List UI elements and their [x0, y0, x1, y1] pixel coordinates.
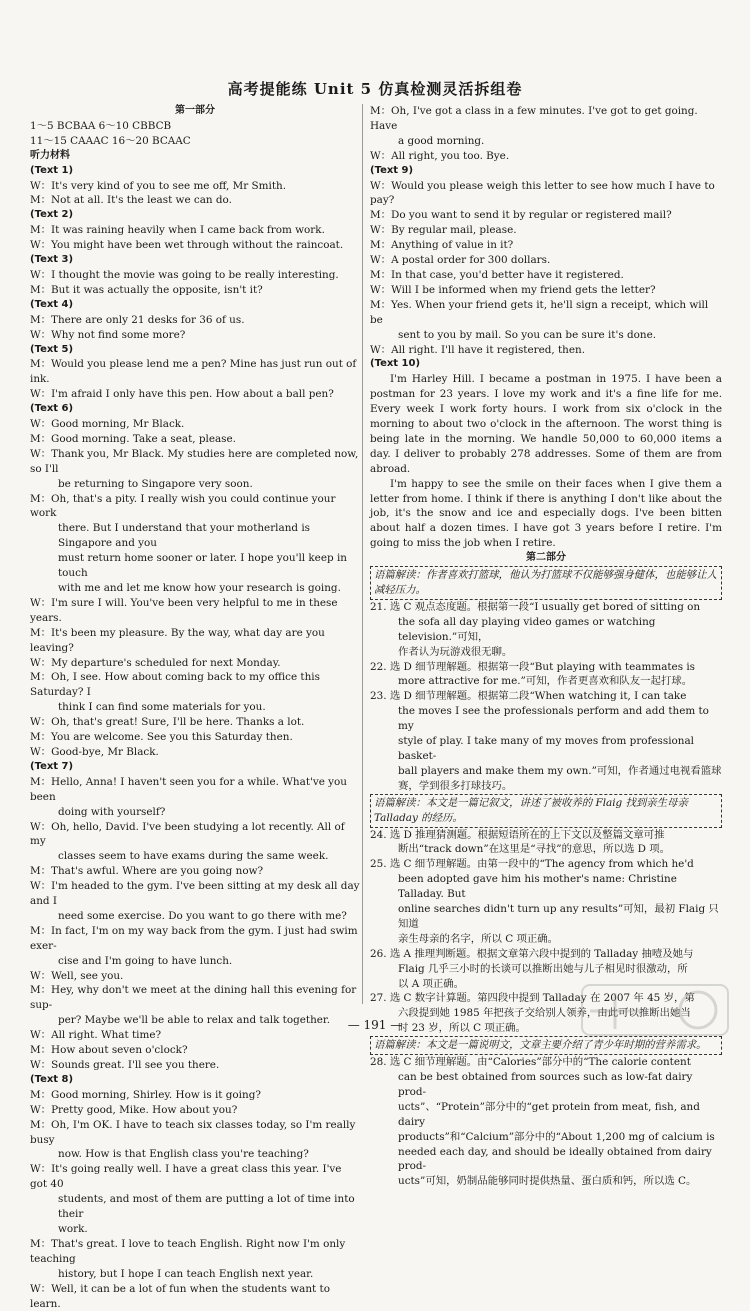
- dialogue-line: M：Oh, I see. How about coming back to my office this Saturday? I: [30, 671, 320, 699]
- text-heading: (Text 1): [30, 164, 74, 176]
- text-heading: (Text 7): [30, 760, 74, 772]
- paragraph: I'm happy to see the smile on their faces when I give them a letter from home. I think if there is anything I don't like about the job, it's the snow and ice and especially dogs. I've been bitten about half a dozen times. I have got 3 years before I retire. I'm going to miss the job when I retire.: [370, 477, 722, 550]
- dialogue-line: W：Oh, hello, David. I've been studying a lot recently. All of my: [30, 820, 345, 848]
- dialogue-line: 27. 选 C 数字计算题。第四段中提到 Talladay 在 2007 年 45 岁，第: [370, 992, 695, 1005]
- dialogue-continuation: a good morning.: [398, 134, 485, 147]
- dialogue-continuation: there. But I understand that your motherland is Singapore and you: [58, 522, 310, 550]
- dialogue-line: 26. 选 A 推理判断题。根据文章第六段中提到的 Talladay 抽噎及她与: [370, 947, 694, 960]
- dialogue-continuation: the moves I see the professionals perform and add them to my: [398, 705, 709, 733]
- left-column: [30, 104, 360, 1311]
- dialogue-continuation: can be best obtained from sources such as low-fat dairy prod-: [398, 1071, 693, 1098]
- dialogue-line: M：Would you please lend me a pen? Mine has just run out of ink.: [30, 358, 357, 386]
- paragraph: I'm Harley Hill. I became a postman in 1975. I have been a postman for 23 years. I love my work and it's a fine life for me. Every week I work forty hours. I work from six o'clock in the morning to about two o'clock in the afternoon. The worst thing is being late in the morning. We handle 50,000 to 60,000 items a day. I deliver to probably 278 addresses. Some of them are from abroad.: [370, 373, 722, 475]
- section-heading: 第一部分: [175, 105, 215, 116]
- dialogue-line: W：My departure's scheduled for next Monday.: [30, 656, 281, 669]
- dialogue-line: M：There are only 21 desks for 36 of us.: [30, 313, 245, 326]
- dialogue-line: M：Anything of value in it?: [370, 239, 514, 252]
- dialogue-line: W：I'm sure I will. You've been very helpful to me in these years.: [30, 596, 338, 624]
- dialogue-line: M：That's great. I love to teach English. Right now I'm only teaching: [30, 1237, 346, 1265]
- text-heading: 听力材料: [30, 149, 70, 161]
- dialogue-line: 22. 选 D 细节理解题。根据第一段“But playing with teammates is: [370, 660, 696, 673]
- text-heading: (Text 2): [30, 209, 74, 221]
- dialogue-line: 24. 选 D 推理猜测题。根据短语所在的上下文以及整篇文章可推: [370, 828, 665, 841]
- dialogue-line: M：Hello, Anna! I haven't seen you for a while. What've you been: [30, 775, 347, 803]
- dialogue-line: W：Good-bye, Mr Black.: [30, 745, 159, 758]
- dialogue-line: W：Will I be informed when my friend gets the letter?: [370, 283, 656, 296]
- dialogue-continuation: doing with yourself?: [58, 805, 166, 818]
- dialogue-line: W：Sounds great. I'll see you there.: [30, 1059, 220, 1071]
- dialogue-continuation: more attractive for me.”可知，作者更喜欢和队友一起打球。: [398, 675, 693, 688]
- dialogue-continuation: students, and most of them are putting a lot of time into their: [58, 1193, 355, 1221]
- dialogue-line: M：In that case, you'd better have it registered.: [370, 268, 624, 281]
- column-divider: [362, 104, 363, 1004]
- dialogue-line: W：You might have been wet through without the raincoat.: [30, 239, 344, 252]
- dialogue-continuation: now. How is that English class you're teaching?: [58, 1148, 309, 1161]
- dialogue-continuation: 作者认为玩游戏很无聊。: [398, 645, 513, 658]
- page-number: — 191 —: [347, 1018, 403, 1032]
- text-heading: (Text 8): [30, 1073, 74, 1085]
- dialogue-continuation: needed each day, and should be ideally obtained from dairy prod-: [398, 1145, 712, 1173]
- dialogue-line: M：Oh, that's a pity. I really wish you could continue your work: [30, 492, 336, 520]
- text-heading: (Text 4): [30, 298, 74, 310]
- dialogue-line: W：All right. What time?: [30, 1029, 162, 1042]
- dialogue-continuation: 以 A 项正确。: [398, 977, 465, 990]
- dialogue-line: M：Oh, I'm OK. I have to teach six classes today, so I'm really busy: [30, 1118, 356, 1146]
- dialogue-line: 25. 选 C 细节理解题。由第一段中的“The agency from which he'd: [370, 858, 694, 871]
- dialogue-line: W：Why not find some more?: [30, 328, 186, 341]
- dialogue-line: W：A postal order for 300 dollars.: [370, 254, 551, 267]
- text-heading: (Text 6): [30, 403, 74, 415]
- dialogue-continuation: ucts”可知，奶制品能够同时提供热量、蛋白质和钙，所以选 C。: [398, 1175, 697, 1188]
- passage-summary-box: 语篇解读：本文是一篇记叙文，讲述了被收养的 Flaig 找到亲生母亲 Talladay 的经历。: [370, 794, 722, 828]
- dialogue-line: M：But it was actually the opposite, isn't it?: [30, 283, 263, 296]
- dialogue-continuation: classes seem to have exams during the same week.: [58, 850, 329, 863]
- dialogue-line: M：How about seven o'clock?: [30, 1044, 188, 1057]
- section-heading: 第二部分: [526, 552, 566, 564]
- dialogue-line: W：Good morning, Mr Black.: [30, 418, 185, 431]
- dialogue-line: M：Good morning. Take a seat, please.: [30, 432, 236, 445]
- dialogue-line: W：Pretty good, Mike. How about you?: [30, 1103, 238, 1116]
- dialogue-line: M：It's been my pleasure. By the way, what day are you leaving?: [30, 626, 325, 654]
- dialogue-continuation: with me and let me know how your research is going.: [58, 582, 341, 594]
- dialogue-line: 23. 选 D 细节理解题。根据第二段“When watching it, I can take: [370, 690, 687, 703]
- dialogue-line: W：I'm afraid I only have this pen. How about a ball pen?: [30, 388, 334, 401]
- passage-summary-box: 语篇解读：作者喜欢打篮球，他认为打篮球不仅能够强身健体，也能够让人减轻压力。: [370, 566, 722, 600]
- watermark-logo-icon: [580, 981, 730, 1039]
- dialogue-continuation: work.: [58, 1222, 88, 1235]
- page-title: 高考提能练 Unit 5 仿真检测灵活拆组卷: [227, 80, 523, 98]
- dialogue-line: W：Well, see you.: [30, 969, 124, 982]
- dialogue-line: W：All right, you too. Bye.: [370, 149, 510, 162]
- dialogue-continuation: 亲生母亲的名字，所以 C 项正确。: [398, 932, 559, 945]
- dialogue-line: M：Yes. When your friend gets it, he'll sign a receipt, which will be: [370, 298, 709, 326]
- dialogue-continuation: ball players and make them my own.”可知，作者通过电视看篮球: [398, 764, 722, 777]
- dialogue-continuation: been adopted gave him his mother's name: Christine Talladay. But: [398, 873, 677, 901]
- dialogue-continuation: Flaig 几乎三小时的长谈可以推断出她与儿子相见时很激动，所: [398, 962, 688, 975]
- text-heading: (Text 10): [370, 358, 421, 370]
- dialogue-line: 28. 选 C 细节理解题。由“Calories”部分中的“The calorie content: [370, 1056, 691, 1069]
- dialogue-line: W：I thought the movie was going to be really interesting.: [30, 268, 339, 281]
- dialogue-continuation: need some exercise. Do you want to go there with me?: [58, 909, 347, 922]
- dialogue-line: M：It was raining heavily when I came back from work.: [30, 224, 325, 237]
- dialogue-line: W：Thank you, Mr Black. My studies here are completed now, so I'll: [30, 447, 359, 475]
- dialogue-continuation: be returning to Singapore very soon.: [58, 477, 253, 490]
- dialogue-line: W：It's going really well. I have a great class this year. I've got 40: [30, 1163, 342, 1191]
- passage-summary-box: 语篇解读：本文是一篇说明文，文章主要介绍了青少年时期的营养需求。: [370, 1036, 722, 1055]
- dialogue-continuation: must return home sooner or later. I hope you'll keep in touch: [58, 552, 347, 580]
- dialogue-line: W：I'm headed to the gym. I've been sitting at my desk all day and I: [30, 880, 360, 908]
- dialogue-continuation: sent to you by mail. So you can be sure it's done.: [398, 328, 657, 341]
- dialogue-continuation: 六段提到她 1985 年把孩子交给别人领养，由此可以推断出她当: [398, 1007, 691, 1020]
- dialogue-line: M：Hey, why don't we meet at the dining hall this evening for sup-: [30, 984, 357, 1012]
- dialogue-continuation: per? Maybe we'll be able to relax and talk together.: [58, 1014, 331, 1027]
- dialogue-line: W：Well, it can be a lot of fun when the students want to learn.: [30, 1282, 330, 1310]
- dialogue-continuation: cise and I'm going to have lunch.: [58, 954, 233, 967]
- text-heading: (Text 5): [30, 343, 74, 355]
- dialogue-continuation: 时 23 岁，所以 C 项正确。: [398, 1022, 526, 1035]
- dialogue-line: W：Would you please weigh this letter to see how much I have to pay?: [370, 179, 715, 207]
- dialogue-line: W：It's very kind of you to see me off, Mr Smith.: [30, 179, 287, 192]
- dialogue-continuation: the sofa all day playing video games or watching television.”可知，: [398, 615, 656, 643]
- dialogue-line: M：Not at all. It's the least we can do.: [30, 194, 232, 207]
- dialogue-continuation: history, but I hope I can teach English next year.: [58, 1267, 314, 1280]
- dialogue-continuation: products”和“Calcium”部分中的“About 1,200 mg of calcium is: [398, 1130, 715, 1143]
- dialogue-line: W：Oh, that's great! Sure, I'll be here. Thanks a lot.: [30, 716, 305, 729]
- dialogue-line: M：Do you want to send it by regular or registered mail?: [370, 209, 672, 222]
- dialogue-line: 1～5 BCBAA 6～10 CBBCB: [30, 119, 172, 132]
- dialogue-line: W：All right. I'll have it registered, then.: [370, 343, 585, 356]
- dialogue-line: M：You are welcome. See you this Saturday then.: [30, 731, 293, 744]
- dialogue-continuation: ucts”、“Protein”部分中的“get protein from meat, fish, and dairy: [398, 1100, 700, 1128]
- text-heading: (Text 9): [370, 164, 414, 176]
- dialogue-continuation: think I can find some materials for you.: [58, 701, 266, 714]
- dialogue-continuation: 赛，学到很多打球技巧。: [398, 779, 513, 792]
- dialogue-line: M：Oh, I've got a class in a few minutes. I've got to get going. Have: [370, 105, 698, 132]
- dialogue-line: M：That's awful. Where are you going now?: [30, 865, 264, 878]
- dialogue-line: 21. 选 C 观点态度题。根据第一段“I usually get bored of sitting on: [370, 600, 701, 613]
- dialogue-line: M：In fact, I'm on my way back from the gym. I just had swim exer-: [30, 924, 358, 952]
- dialogue-continuation: online searches didn't turn up any results”可知，最初 Flaig 只知道: [398, 903, 719, 930]
- dialogue-line: M：Good morning, Shirley. How is it going?: [30, 1088, 261, 1101]
- dialogue-continuation: style of play. I take many of my moves from professional basket-: [398, 735, 694, 762]
- text-heading: (Text 3): [30, 254, 74, 266]
- dialogue-continuation: 断出“track down”在这里是“寻找”的意思，所以选 D 项。: [398, 843, 671, 856]
- dialogue-line: 11～15 CAAAC 16～20 BCAAC: [30, 134, 191, 147]
- dialogue-line: W：By regular mail, please.: [370, 224, 517, 237]
